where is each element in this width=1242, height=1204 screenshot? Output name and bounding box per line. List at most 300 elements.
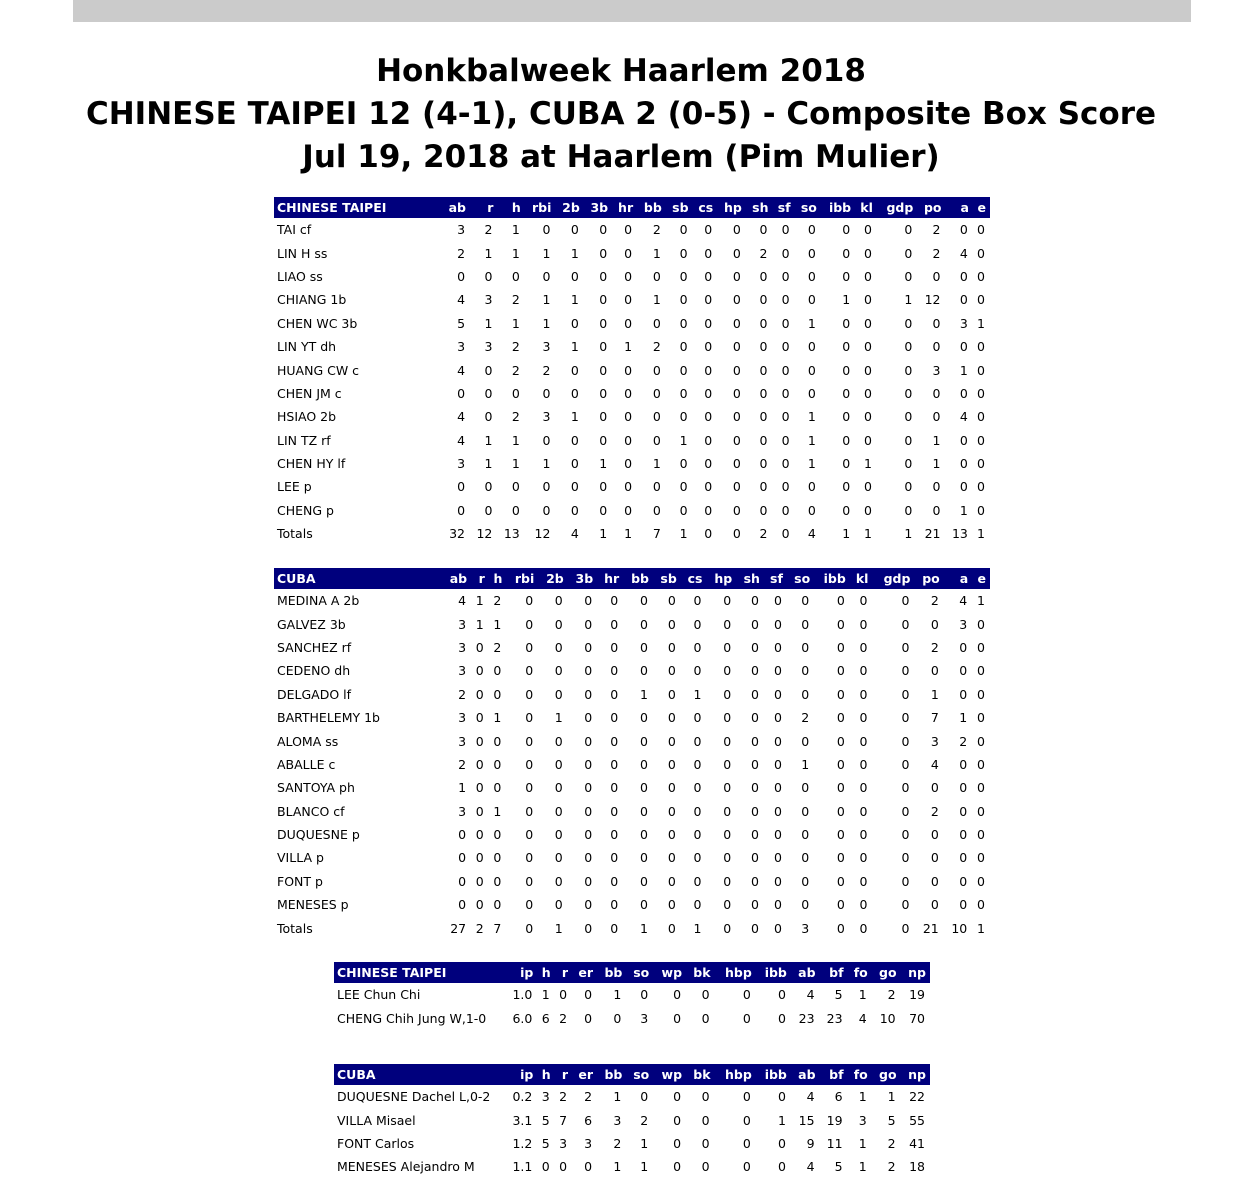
stat-sf: 0 bbox=[773, 873, 782, 889]
stat-cs: 0 bbox=[693, 710, 702, 726]
stat-hr: 0 bbox=[610, 663, 619, 679]
stat-r: 1 bbox=[475, 593, 484, 609]
stat-po: 7 bbox=[930, 710, 939, 726]
stat-np: 70 bbox=[909, 1010, 925, 1026]
stat-sb: 0 bbox=[667, 616, 676, 632]
stat-ibb: 0 bbox=[836, 593, 845, 609]
column-header-wp: wp bbox=[653, 1064, 686, 1085]
stat-gdp: 0 bbox=[904, 409, 913, 425]
stat-ab: 3 bbox=[458, 616, 467, 632]
stat-so: 0 bbox=[801, 639, 810, 655]
column-header-sb: sb bbox=[653, 568, 681, 589]
stat-cs: 0 bbox=[693, 593, 702, 609]
stat-np: 19 bbox=[909, 987, 925, 1003]
stat-sb: 1 bbox=[679, 526, 688, 542]
stat-ab: 3 bbox=[458, 639, 467, 655]
stat-bf: 11 bbox=[826, 1135, 843, 1151]
stat-hr: 1 bbox=[624, 339, 633, 355]
stat-gdp: 0 bbox=[901, 686, 910, 702]
stat-hp: 0 bbox=[732, 315, 741, 331]
stat-ibb: 0 bbox=[842, 245, 851, 261]
stat-r: 12 bbox=[476, 526, 493, 542]
player-name: SANCHEZ rf bbox=[277, 639, 352, 655]
stat-sh: 0 bbox=[750, 710, 759, 726]
player-name: BLANCO cf bbox=[277, 803, 345, 819]
stat-a: 3 bbox=[959, 616, 968, 632]
stat-2b: 0 bbox=[554, 780, 563, 796]
player-name: FONT p bbox=[277, 873, 323, 889]
stat-3b: 0 bbox=[584, 710, 593, 726]
player-name: DUQUESNE p bbox=[277, 827, 360, 843]
stat-sf: 0 bbox=[781, 362, 790, 378]
stat-bb: 1 bbox=[652, 292, 661, 308]
stat-hr: 0 bbox=[624, 432, 633, 448]
column-header-ibb: ibb bbox=[756, 962, 791, 983]
column-header-r: r bbox=[555, 1064, 572, 1085]
stat-rbi: 0 bbox=[525, 780, 534, 796]
stat-a: 0 bbox=[959, 850, 968, 866]
stat-2b: 0 bbox=[570, 479, 579, 495]
totals-row bbox=[274, 916, 990, 939]
stat-cs: 0 bbox=[693, 733, 702, 749]
stat-2b: 0 bbox=[570, 502, 579, 518]
stat-a: 0 bbox=[959, 873, 968, 889]
stat-bf: 5 bbox=[834, 987, 843, 1003]
column-header-ip: ip bbox=[504, 1064, 537, 1085]
stat-r: 0 bbox=[484, 479, 493, 495]
stat-bb: 0 bbox=[640, 803, 648, 819]
stat-hr: 0 bbox=[610, 873, 619, 889]
stat-bb: 0 bbox=[640, 710, 648, 726]
stat-so: 4 bbox=[807, 526, 816, 542]
stat-so: 0 bbox=[807, 292, 816, 308]
column-header-a: a bbox=[946, 197, 973, 218]
stat-cs: 0 bbox=[704, 245, 713, 261]
stat-2b: 1 bbox=[570, 245, 579, 261]
stat-3b: 0 bbox=[584, 616, 593, 632]
stat-e: 0 bbox=[977, 639, 985, 655]
stat-e: 0 bbox=[977, 803, 985, 819]
column-header-sb: sb bbox=[666, 197, 693, 218]
stat-po: 1 bbox=[932, 456, 941, 472]
stat-2b: 0 bbox=[570, 385, 579, 401]
column-header-gdp: gdp bbox=[877, 197, 917, 218]
stat-go: 2 bbox=[887, 987, 896, 1003]
column-header-ab: ab bbox=[442, 197, 470, 218]
stat-ip: 1.2 bbox=[512, 1135, 533, 1151]
player-name: LIN TZ rf bbox=[277, 432, 331, 448]
stat-ibb: 0 bbox=[836, 827, 845, 843]
column-header-bf: bf bbox=[820, 962, 848, 983]
stat-hr: 0 bbox=[624, 245, 633, 261]
stat-r: 1 bbox=[475, 616, 484, 632]
stat-sh: 0 bbox=[759, 479, 768, 495]
stat-hp: 0 bbox=[732, 339, 741, 355]
header-row bbox=[334, 962, 930, 983]
team-name-header: CUBA bbox=[274, 568, 442, 589]
stat-ip: 1.0 bbox=[512, 987, 533, 1003]
stat-2b: 0 bbox=[570, 432, 579, 448]
stat-kl: 0 bbox=[863, 479, 872, 495]
column-header-so: so bbox=[795, 197, 821, 218]
stat-h: 0 bbox=[493, 827, 502, 843]
stat-3b: 0 bbox=[584, 686, 593, 702]
player-name: VILLA Misael bbox=[337, 1112, 416, 1128]
column-header-r: r bbox=[555, 962, 572, 983]
stat-r: 0 bbox=[475, 756, 484, 772]
player-name: CHIANG 1b bbox=[277, 292, 347, 308]
stat-bb: 0 bbox=[652, 409, 661, 425]
stat-po: 2 bbox=[930, 803, 939, 819]
stat-hp: 0 bbox=[732, 245, 741, 261]
stat-ibb: 0 bbox=[842, 339, 851, 355]
stat-sh: 0 bbox=[759, 502, 768, 518]
player-row bbox=[274, 589, 990, 612]
stat-ibb: 0 bbox=[836, 850, 845, 866]
stat-sf: 0 bbox=[773, 827, 782, 843]
stat-sf: 0 bbox=[781, 526, 790, 542]
stat-r: 2 bbox=[559, 1089, 568, 1105]
stat-sf: 0 bbox=[781, 456, 790, 472]
stat-3b: 0 bbox=[584, 920, 593, 936]
stat-so: 0 bbox=[807, 385, 816, 401]
stat-bk: 0 bbox=[701, 1089, 710, 1105]
stat-bb: 0 bbox=[640, 593, 648, 609]
stat-hp: 0 bbox=[723, 897, 732, 913]
column-header-ip: ip bbox=[504, 962, 537, 983]
stat-wp: 0 bbox=[673, 1135, 682, 1151]
stat-rbi: 0 bbox=[525, 686, 534, 702]
stat-ab: 0 bbox=[458, 827, 467, 843]
column-header-rbi: rbi bbox=[525, 197, 556, 218]
stat-sf: 0 bbox=[773, 897, 782, 913]
stat-e: 1 bbox=[977, 593, 985, 609]
stat-ab: 3 bbox=[458, 663, 467, 679]
stat-h: 5 bbox=[541, 1112, 550, 1128]
stat-r: 1 bbox=[484, 315, 493, 331]
column-header-a: a bbox=[944, 568, 972, 589]
column-header-hbp: hbp bbox=[715, 962, 756, 983]
stat-ab: 4 bbox=[457, 409, 466, 425]
stat-cs: 0 bbox=[704, 385, 713, 401]
column-header-hp: hp bbox=[706, 568, 736, 589]
stat-gdp: 0 bbox=[904, 315, 913, 331]
batting-table-chinese-taipei bbox=[274, 197, 990, 545]
column-header-e: e bbox=[972, 568, 990, 589]
stat-sf: 0 bbox=[773, 920, 782, 936]
stat-h: 1 bbox=[511, 245, 520, 261]
stat-h: 0 bbox=[511, 479, 520, 495]
stat-hbp: 0 bbox=[742, 1089, 751, 1105]
stat-e: 0 bbox=[977, 385, 985, 401]
stat-e: 0 bbox=[977, 686, 985, 702]
stat-a: 0 bbox=[959, 339, 968, 355]
stat-ip: 6.0 bbox=[512, 1010, 533, 1026]
stat-sh: 0 bbox=[750, 920, 759, 936]
stat-a: 1 bbox=[959, 362, 968, 378]
column-header-cs: cs bbox=[693, 197, 718, 218]
stat-kl: 0 bbox=[863, 292, 872, 308]
stat-sf: 0 bbox=[773, 663, 782, 679]
player-row bbox=[334, 983, 930, 1006]
stat-3b: 0 bbox=[599, 245, 608, 261]
stat-ibb: 0 bbox=[836, 686, 845, 702]
stat-h: 6 bbox=[541, 1010, 550, 1026]
stat-gdp: 0 bbox=[901, 639, 910, 655]
player-row bbox=[274, 729, 990, 752]
stat-po: 0 bbox=[930, 616, 939, 632]
column-header-ab: ab bbox=[791, 1064, 820, 1085]
stat-hr: 0 bbox=[624, 479, 633, 495]
player-name: VILLA p bbox=[277, 850, 324, 866]
stat-cs: 0 bbox=[693, 897, 702, 913]
stat-po: 1 bbox=[930, 686, 939, 702]
stat-3b: 0 bbox=[584, 663, 593, 679]
stat-ab: 3 bbox=[457, 339, 466, 355]
stat-po: 0 bbox=[932, 502, 941, 518]
stat-2b: 0 bbox=[554, 593, 563, 609]
stat-po: 0 bbox=[930, 897, 939, 913]
stat-a: 0 bbox=[959, 222, 968, 238]
player-row bbox=[274, 776, 990, 799]
stat-fo: 1 bbox=[858, 1159, 867, 1175]
stat-3b: 0 bbox=[599, 409, 608, 425]
stat-e: 0 bbox=[977, 362, 985, 378]
stat-r: 3 bbox=[484, 292, 493, 308]
player-row bbox=[274, 218, 990, 241]
stat-3b: 0 bbox=[584, 803, 593, 819]
player-name: MENESES Alejandro M bbox=[337, 1159, 475, 1175]
stat-ab: 5 bbox=[457, 315, 466, 331]
column-header-h: h bbox=[537, 1064, 554, 1085]
stat-h: 2 bbox=[511, 292, 520, 308]
stat-so: 0 bbox=[807, 222, 816, 238]
stat-ab: 4 bbox=[806, 1089, 815, 1105]
column-header-fo: fo bbox=[848, 1064, 872, 1085]
stat-ibb: 0 bbox=[842, 362, 851, 378]
stat-so: 0 bbox=[801, 827, 810, 843]
stat-e: 0 bbox=[977, 780, 985, 796]
stat-hp: 0 bbox=[732, 409, 741, 425]
stat-so: 0 bbox=[807, 268, 816, 284]
stat-h: 0 bbox=[493, 873, 502, 889]
player-name: HUANG CW c bbox=[277, 362, 360, 378]
stat-ibb: 0 bbox=[836, 663, 845, 679]
column-header-kl: kl bbox=[850, 568, 873, 589]
stat-r: 0 bbox=[484, 409, 493, 425]
stat-3b: 0 bbox=[584, 733, 593, 749]
stat-a: 0 bbox=[959, 803, 968, 819]
stat-sf: 0 bbox=[781, 245, 790, 261]
stat-gdp: 0 bbox=[901, 827, 910, 843]
column-header-hr: hr bbox=[597, 568, 623, 589]
stat-gdp: 0 bbox=[901, 920, 910, 936]
stat-sb: 0 bbox=[679, 409, 688, 425]
stat-h: 0 bbox=[493, 780, 502, 796]
stat-3b: 0 bbox=[584, 639, 593, 655]
stat-sh: 0 bbox=[759, 315, 768, 331]
stat-kl: 0 bbox=[859, 639, 868, 655]
stat-bb: 0 bbox=[640, 639, 648, 655]
player-name: DELGADO lf bbox=[277, 686, 352, 702]
stat-so: 0 bbox=[801, 803, 810, 819]
stat-2b: 0 bbox=[570, 315, 579, 331]
stat-a: 0 bbox=[959, 827, 968, 843]
column-header-hr: hr bbox=[612, 197, 637, 218]
stat-3b: 0 bbox=[599, 502, 608, 518]
stat-2b: 0 bbox=[554, 756, 563, 772]
stat-2b: 0 bbox=[554, 897, 563, 913]
stat-po: 3 bbox=[930, 733, 939, 749]
stat-gdp: 0 bbox=[901, 616, 910, 632]
stat-po: 1 bbox=[932, 432, 941, 448]
stat-sf: 0 bbox=[773, 756, 782, 772]
stat-rbi: 0 bbox=[542, 479, 551, 495]
stat-sb: 0 bbox=[679, 245, 688, 261]
team-name-header: CUBA bbox=[334, 1064, 504, 1085]
stat-gdp: 0 bbox=[901, 897, 910, 913]
stat-a: 0 bbox=[959, 385, 968, 401]
stat-rbi: 0 bbox=[525, 593, 534, 609]
player-row bbox=[274, 288, 990, 311]
stat-rbi: 1 bbox=[542, 456, 551, 472]
stat-ab: 4 bbox=[457, 432, 466, 448]
stat-hr: 0 bbox=[610, 616, 619, 632]
stat-bb: 0 bbox=[652, 479, 661, 495]
stat-po: 0 bbox=[932, 315, 941, 331]
stat-ip: 1.1 bbox=[512, 1159, 533, 1175]
stat-gdp: 0 bbox=[904, 245, 913, 261]
player-name: LIN YT dh bbox=[277, 339, 337, 355]
stat-hp: 0 bbox=[723, 616, 732, 632]
stat-gdp: 0 bbox=[901, 710, 910, 726]
stat-ibb: 0 bbox=[842, 479, 851, 495]
stat-ab: 3 bbox=[457, 222, 466, 238]
player-name: Totals bbox=[277, 920, 313, 936]
stat-sh: 0 bbox=[759, 268, 768, 284]
stat-bb: 2 bbox=[613, 1135, 622, 1151]
stat-wp: 0 bbox=[673, 987, 682, 1003]
stat-ab: 3 bbox=[458, 803, 467, 819]
player-name: LIAO ss bbox=[277, 268, 323, 284]
stat-2b: 0 bbox=[554, 663, 563, 679]
stat-gdp: 0 bbox=[901, 803, 910, 819]
stat-sb: 0 bbox=[667, 756, 676, 772]
stat-2b: 0 bbox=[554, 616, 563, 632]
stat-hp: 0 bbox=[732, 432, 741, 448]
stat-hbp: 0 bbox=[742, 1159, 751, 1175]
stat-rbi: 3 bbox=[542, 409, 551, 425]
stat-r: 0 bbox=[475, 897, 484, 913]
stat-hr: 0 bbox=[610, 686, 619, 702]
column-header-r: r bbox=[471, 568, 489, 589]
player-name: HSIAO 2b bbox=[277, 409, 337, 425]
stat-rbi: 3 bbox=[542, 339, 551, 355]
stat-ab: 2 bbox=[457, 245, 466, 261]
column-header-sh: sh bbox=[736, 568, 764, 589]
stat-cs: 0 bbox=[693, 756, 702, 772]
stat-bb: 0 bbox=[652, 315, 661, 331]
stat-so: 2 bbox=[801, 710, 810, 726]
stat-2b: 0 bbox=[570, 268, 579, 284]
stat-kl: 0 bbox=[859, 827, 868, 843]
stat-bb: 3 bbox=[613, 1112, 622, 1128]
column-header-hbp: hbp bbox=[715, 1064, 756, 1085]
stat-bb: 0 bbox=[652, 362, 661, 378]
stat-kl: 0 bbox=[863, 268, 872, 284]
stat-po: 2 bbox=[930, 639, 939, 655]
stat-hp: 0 bbox=[723, 733, 732, 749]
stat-so: 0 bbox=[801, 593, 810, 609]
stat-2b: 0 bbox=[570, 222, 579, 238]
stat-so: 0 bbox=[807, 479, 816, 495]
stat-e: 0 bbox=[977, 245, 985, 261]
stat-sf: 0 bbox=[781, 315, 790, 331]
stat-rbi: 0 bbox=[542, 432, 551, 448]
stat-sh: 0 bbox=[750, 780, 759, 796]
stat-po: 2 bbox=[930, 593, 939, 609]
column-header-wp: wp bbox=[653, 962, 686, 983]
stat-kl: 0 bbox=[859, 733, 868, 749]
stat-ibb: 0 bbox=[836, 780, 845, 796]
stat-so: 0 bbox=[801, 850, 810, 866]
stat-gdp: 0 bbox=[901, 873, 910, 889]
player-name: CHENG Chih Jung W,1-0 bbox=[337, 1010, 487, 1026]
column-header-bb: bb bbox=[597, 962, 626, 983]
stat-ibb: 0 bbox=[836, 616, 845, 632]
stat-r: 0 bbox=[475, 663, 484, 679]
stat-hp: 0 bbox=[723, 663, 732, 679]
stat-so: 0 bbox=[801, 686, 810, 702]
column-header-e: e bbox=[973, 197, 990, 218]
stat-hr: 0 bbox=[624, 292, 633, 308]
stat-r: 0 bbox=[559, 987, 568, 1003]
player-row bbox=[274, 405, 990, 428]
stat-h: 1 bbox=[511, 456, 520, 472]
stat-e: 0 bbox=[977, 409, 985, 425]
column-header-h: h bbox=[537, 962, 554, 983]
stat-sf: 0 bbox=[781, 268, 790, 284]
stat-kl: 0 bbox=[859, 593, 868, 609]
stat-cs: 1 bbox=[693, 920, 702, 936]
stat-hp: 0 bbox=[723, 873, 732, 889]
stat-cs: 0 bbox=[693, 780, 702, 796]
stat-a: 0 bbox=[959, 780, 968, 796]
stat-sh: 0 bbox=[759, 409, 768, 425]
column-header-ibb: ibb bbox=[814, 568, 850, 589]
stat-bf: 19 bbox=[826, 1112, 843, 1128]
stat-hp: 0 bbox=[732, 502, 741, 518]
stat-hr: 0 bbox=[624, 456, 633, 472]
column-header-3b: 3b bbox=[584, 197, 612, 218]
stat-bb: 0 bbox=[640, 663, 648, 679]
stat-h: 0 bbox=[493, 733, 502, 749]
stat-bk: 0 bbox=[701, 1135, 710, 1151]
stat-2b: 0 bbox=[554, 873, 563, 889]
stat-bb: 0 bbox=[652, 268, 661, 284]
player-name: CHEN WC 3b bbox=[277, 315, 358, 331]
stat-go: 5 bbox=[887, 1112, 896, 1128]
player-row bbox=[334, 1006, 930, 1029]
stat-cs: 0 bbox=[704, 292, 713, 308]
stat-ibb: 0 bbox=[842, 456, 851, 472]
stat-a: 4 bbox=[959, 593, 968, 609]
stat-r: 1 bbox=[484, 456, 493, 472]
stat-sh: 2 bbox=[759, 526, 768, 542]
stat-hr: 0 bbox=[610, 639, 619, 655]
stat-kl: 1 bbox=[863, 456, 872, 472]
stat-h: 1 bbox=[493, 803, 502, 819]
